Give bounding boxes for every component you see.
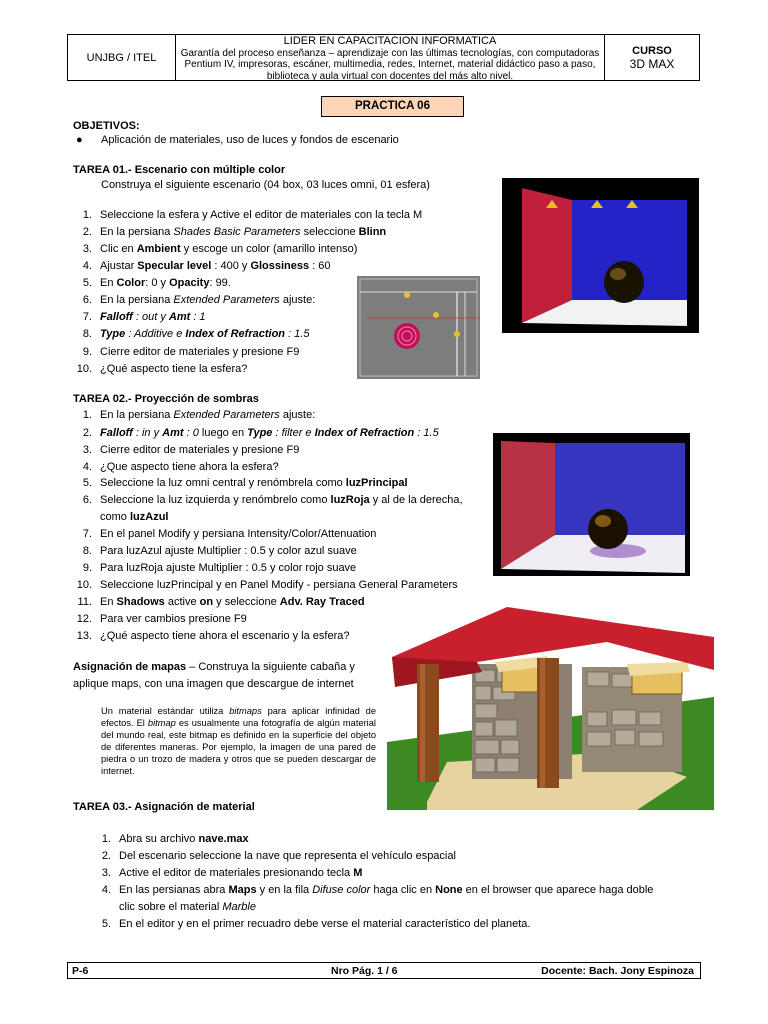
header-title: LIDER EN CAPACITACION INFORMATICA bbox=[283, 35, 497, 47]
footer bbox=[67, 962, 701, 979]
tarea01-step-7: 7. Falloff : out y Amt : 1 bbox=[82, 311, 206, 323]
tarea03-step-5: 5. En el editor y en el primer recuadro debe verse el material característico del planeta. bbox=[101, 918, 531, 930]
scene1-image bbox=[502, 178, 699, 333]
tarea01-step-9: 9. Cierre editor de materiales y presione F9 bbox=[82, 346, 300, 358]
material-editor-image bbox=[357, 276, 480, 379]
tarea02-step-10: 10. Seleccione luzPrincipal y en Panel Modify - persiana General Parameters bbox=[76, 579, 458, 591]
tarea03-heading: TAREA 03.- Asignación de material bbox=[73, 801, 255, 813]
tarea01-step-4: 4. Ajustar Specular level : 400 y Glossiness : 60 bbox=[82, 260, 331, 272]
footer-page-number: Nro Pág. 1 / 6 bbox=[331, 965, 398, 977]
tarea03-step-4-cont: clic sobre el material Marble bbox=[119, 901, 256, 913]
cabin-image bbox=[387, 602, 714, 810]
tarea02-step-13: 13. ¿Qué aspecto tiene ahora el escenario y la esfera? bbox=[76, 630, 350, 642]
header-course bbox=[605, 35, 699, 80]
objetivos-heading: OBJETIVOS: bbox=[73, 120, 140, 132]
tarea01-heading: TAREA 01.- Escenario con múltiple color bbox=[73, 164, 286, 176]
mapas-line-2: aplique maps, con una imagen que descargue de internet bbox=[73, 678, 354, 690]
tarea02-step-6: 6. Seleccione la luz izquierda y renómbrelo como luzRoja y al de la derecha, bbox=[82, 494, 463, 506]
mapas-line-1: Asignación de mapas – Construya la siguiente cabaña y bbox=[73, 661, 355, 673]
course-label: CURSO bbox=[632, 44, 672, 57]
scene2-image bbox=[493, 433, 690, 576]
tarea02-step-1: 1. En la persiana Extended Parameters ajuste: bbox=[82, 409, 316, 421]
header-center bbox=[176, 35, 605, 80]
header-description: Garantía del proceso enseñanza – aprendizaje con las últimas tecnologías, con computadoras Pentium IV, impresoras, escáner, multimedia, redes, Internet, material didáctico paso a paso, biblioteca y aula virtual con docentes del más alto nivel. bbox=[180, 47, 600, 82]
tarea03-step-4: 4. En las persianas abra Maps y en la fila Difuse color haga clic en None en el browser que aparece haga doble bbox=[101, 884, 654, 896]
tarea03-step-3: 3. Active el editor de materiales presionando tecla M bbox=[101, 867, 363, 879]
tarea01-step-6: 6. En la persiana Extended Parameters ajuste: bbox=[82, 294, 316, 306]
tarea01-intro: Construya el siguiente escenario (04 box, 03 luces omni, 01 esfera) bbox=[101, 179, 430, 191]
tarea01-step-2: 2. En la persiana Shades Basic Parameters seleccione Blinn bbox=[82, 226, 387, 238]
tarea01-step-8: 8. Type : Additive e Index of Refraction : 1.5 bbox=[82, 328, 310, 340]
tarea02-heading: TAREA 02.- Proyección de sombras bbox=[73, 393, 259, 405]
tarea02-step-5: 5. Seleccione la luz omni central y renómbrela como luzPrincipal bbox=[82, 477, 408, 489]
tarea02-step-12: 12. Para ver cambios presione F9 bbox=[76, 613, 247, 625]
footer-page-code: P-6 bbox=[72, 965, 89, 977]
bitmap-note: Un material estándar utiliza bitmaps para aplicar infinidad de efectos. El bitmap es usualmente una fotografía de algún material del mundo real, este bitmap es definido en la superficie del objeto de diferentes maneras. Por ejemplo, la imagen de una pared de piedra o un trozo de madera y otros que se pueden descargar de internet. bbox=[101, 706, 376, 776]
tarea02-step-7: 7. En el panel Modify y persiana Intensity/Color/Attenuation bbox=[82, 528, 377, 540]
tarea01-step-10: 10. ¿Qué aspecto tiene la esfera? bbox=[76, 363, 248, 375]
tarea01-step-1: 1. Seleccione la esfera y Active el editor de materiales con la tecla M bbox=[82, 209, 423, 221]
header-institution: UNJBG / ITEL bbox=[68, 35, 176, 80]
header-table bbox=[67, 34, 700, 81]
tarea02-step-11: 11. En Shadows active on y seleccione Adv. Ray Traced bbox=[77, 596, 365, 608]
tarea02-step-8: 8. Para luzAzul ajuste Multiplier : 0.5 y color azul suave bbox=[82, 545, 357, 557]
tarea03-step-1: 1. Abra su archivo nave.max bbox=[101, 833, 249, 845]
footer-teacher: Docente: Bach. Jony Espinoza bbox=[541, 965, 694, 977]
tarea01-step-3: 3. Clic en Ambient y escoge un color (amarillo intenso) bbox=[82, 243, 358, 255]
tarea03-step-2: 2. Del escenario seleccione la nave que representa el vehículo espacial bbox=[101, 850, 456, 862]
objetivos-bullet-dot: ● bbox=[76, 134, 83, 146]
practica-title: PRACTICA 06 bbox=[321, 96, 464, 117]
objetivos-bullet: Aplicación de materiales, uso de luces y fondos de escenario bbox=[101, 134, 399, 146]
tarea02-step-4: 4. ¿Que aspecto tiene ahora la esfera? bbox=[82, 461, 279, 473]
tarea02-step-3: 3. Cierre editor de materiales y presione F9 bbox=[82, 444, 300, 456]
tarea01-step-5: 5. En Color: 0 y Opacity: 99. bbox=[82, 277, 231, 289]
tarea02-step-2: 2. Falloff : in y Amt : 0 luego en Type : filter e Index of Refraction : 1.5 bbox=[82, 427, 439, 439]
tarea02-step-6-cont: como luzAzul bbox=[100, 511, 169, 523]
course-name: 3D MAX bbox=[629, 56, 675, 71]
tarea02-step-9: 9. Para luzRoja ajuste Multiplier : 0.5 y color rojo suave bbox=[82, 562, 357, 574]
